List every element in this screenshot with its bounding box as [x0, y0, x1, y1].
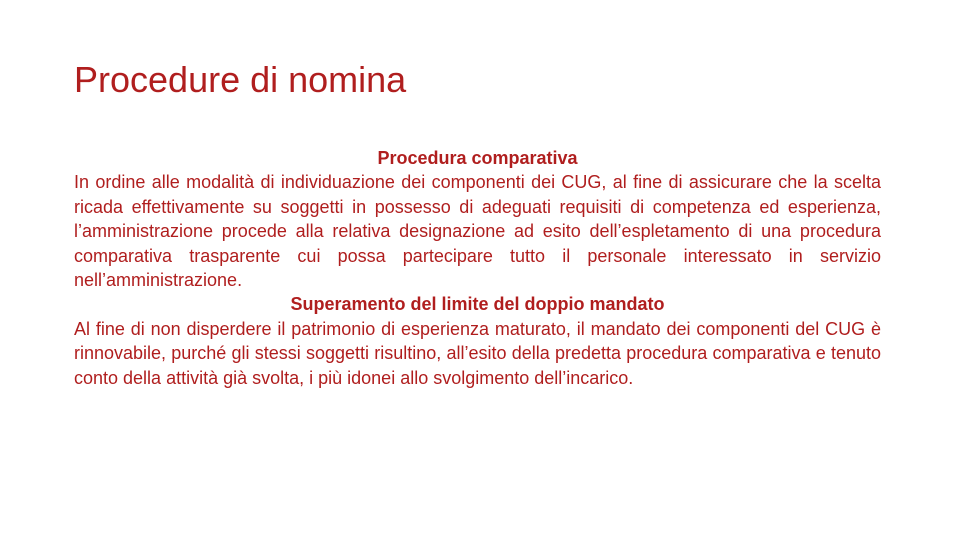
section-heading-procedura-comparativa: Procedura comparativa	[377, 148, 578, 168]
section-heading-doppio-mandato: Superamento del limite del doppio mandato	[290, 294, 665, 315]
slide-title: Procedure di nomina	[74, 59, 407, 100]
slide-body	[74, 146, 881, 390]
section-paragraph-doppio-mandato: Al fine di non disperdere il patrimonio di esperienza maturato, il mandato dei componenti del CUG è rinnovabile, purché gli stessi soggetti risultino, all’esito della predetta procedura comparativa e tenuto conto della attività già svolta, i più idonei allo svolgimento dell’incarico.	[74, 318, 881, 388]
section-paragraph-procedura-comparativa: In ordine alle modalità di individuazione dei componenti dei CUG, al fine di assicurare che la scelta ricada effettivamente su soggetti in possesso di adeguati requisiti di competenza ed esperienza, l’amministrazione procede alla relativa designazione ad esito dell’espletamento di una procedura comparativa trasparente cui possa partecipare tutto il personale interessato in servizio nell’amministrazione.	[74, 172, 881, 291]
